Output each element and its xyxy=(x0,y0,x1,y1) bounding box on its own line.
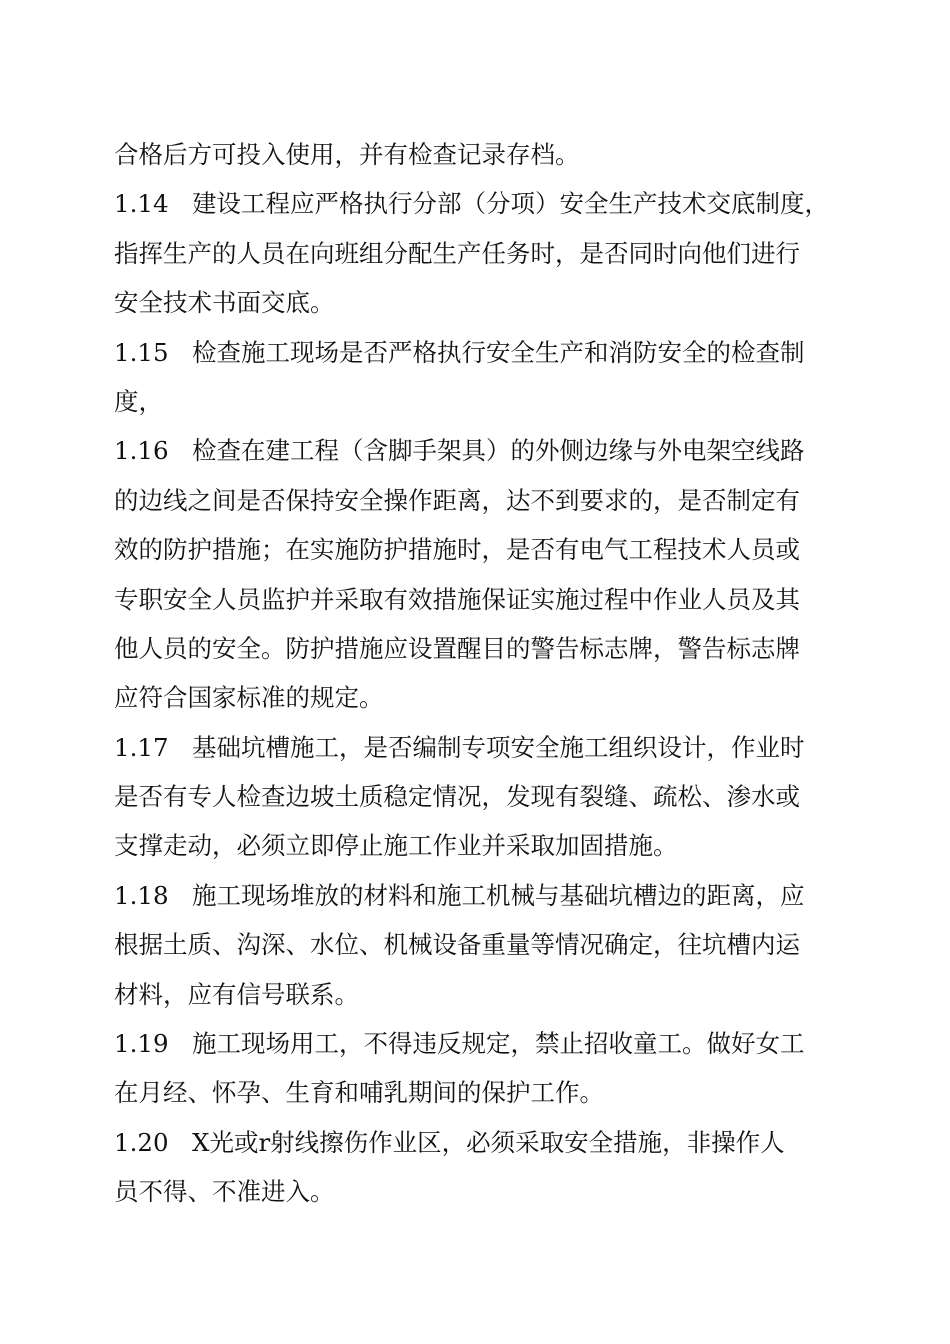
clause-1-15-line-1 xyxy=(114,328,844,377)
clause-1-17-line-2: 是否有专人检查边坡土质稳定情况，发现有裂缝、疏松、渗水或 xyxy=(114,782,800,812)
clause-text: 建设工程应严格执行分部（分项）安全生产技术交底制度， xyxy=(192,189,829,219)
clause-number: 1.16 xyxy=(114,436,169,466)
clause-1-19-line-2: 在月经、怀孕、生育和哺乳期间的保护工作。 xyxy=(114,1078,604,1108)
clause-1-14-line-2: 指挥生产的人员在向班组分配生产任务时，是否同时向他们进行 xyxy=(114,238,800,268)
clause-text: X光或r射线擦伤作业区，必须采取安全措施，非操作人 xyxy=(192,1127,785,1157)
clause-1-14-line-1 xyxy=(114,179,844,228)
clause-1-20-line-2: 员不得、不准进入。 xyxy=(114,1177,335,1207)
clause-number: 1.15 xyxy=(114,337,169,367)
clause-1-15-line-2: 度， xyxy=(114,386,163,416)
clause-number: 1.14 xyxy=(114,189,169,219)
clause-1-16-line-1 xyxy=(114,426,844,475)
clause-1-16-line-4: 专职安全人员监护并采取有效措施保证实施过程中作业人员及其 xyxy=(114,584,800,614)
clause-1-14-line-3: 安全技术书面交底。 xyxy=(114,288,335,318)
document-body xyxy=(114,130,844,1217)
clause-1-18-line-1 xyxy=(114,871,844,920)
clause-1-16-line-2: 的边线之间是否保持安全操作距离，达不到要求的，是否制定有 xyxy=(114,485,800,515)
clause-1-16-line-3: 效的防护措施；在实施防护措施时，是否有电气工程技术人员或 xyxy=(114,535,800,565)
continuation-line: 合格后方可投入使用，并有检查记录存档。 xyxy=(114,140,580,169)
clause-number: 1.20 xyxy=(114,1127,169,1157)
clause-number: 1.19 xyxy=(114,1029,169,1059)
clause-text: 施工现场用工，不得违反规定，禁止招收童工。做好女工 xyxy=(192,1029,805,1059)
clause-1-18-line-2: 根据土质、沟深、水位、机械设备重量等情况确定，往坑槽内运 xyxy=(114,930,800,960)
clause-text: 检查施工现场是否严格执行安全生产和消防安全的检查制 xyxy=(192,337,805,367)
clause-1-20-line-1 xyxy=(114,1118,844,1167)
clause-text: 施工现场堆放的材料和施工机械与基础坑槽边的距离，应 xyxy=(192,880,805,910)
clause-number: 1.17 xyxy=(114,732,169,762)
clause-1-19-line-1 xyxy=(114,1019,844,1068)
clause-text: 检查在建工程（含脚手架具）的外侧边缘与外电架空线路 xyxy=(192,436,805,466)
clause-text: 基础坑槽施工，是否编制专项安全施工组织设计，作业时 xyxy=(192,732,805,762)
clause-1-17-line-3: 支撑走动，必须立即停止施工作业并采取加固措施。 xyxy=(114,831,678,861)
clause-1-18-line-3: 材料，应有信号联系。 xyxy=(114,979,359,1009)
clause-number: 1.18 xyxy=(114,880,169,910)
clause-1-16-line-5: 他人员的安全。防护措施应设置醒目的警告标志牌，警告标志牌 xyxy=(114,633,800,663)
clause-1-16-line-6: 应符合国家标准的规定。 xyxy=(114,683,384,713)
clause-1-17-line-1 xyxy=(114,723,844,772)
